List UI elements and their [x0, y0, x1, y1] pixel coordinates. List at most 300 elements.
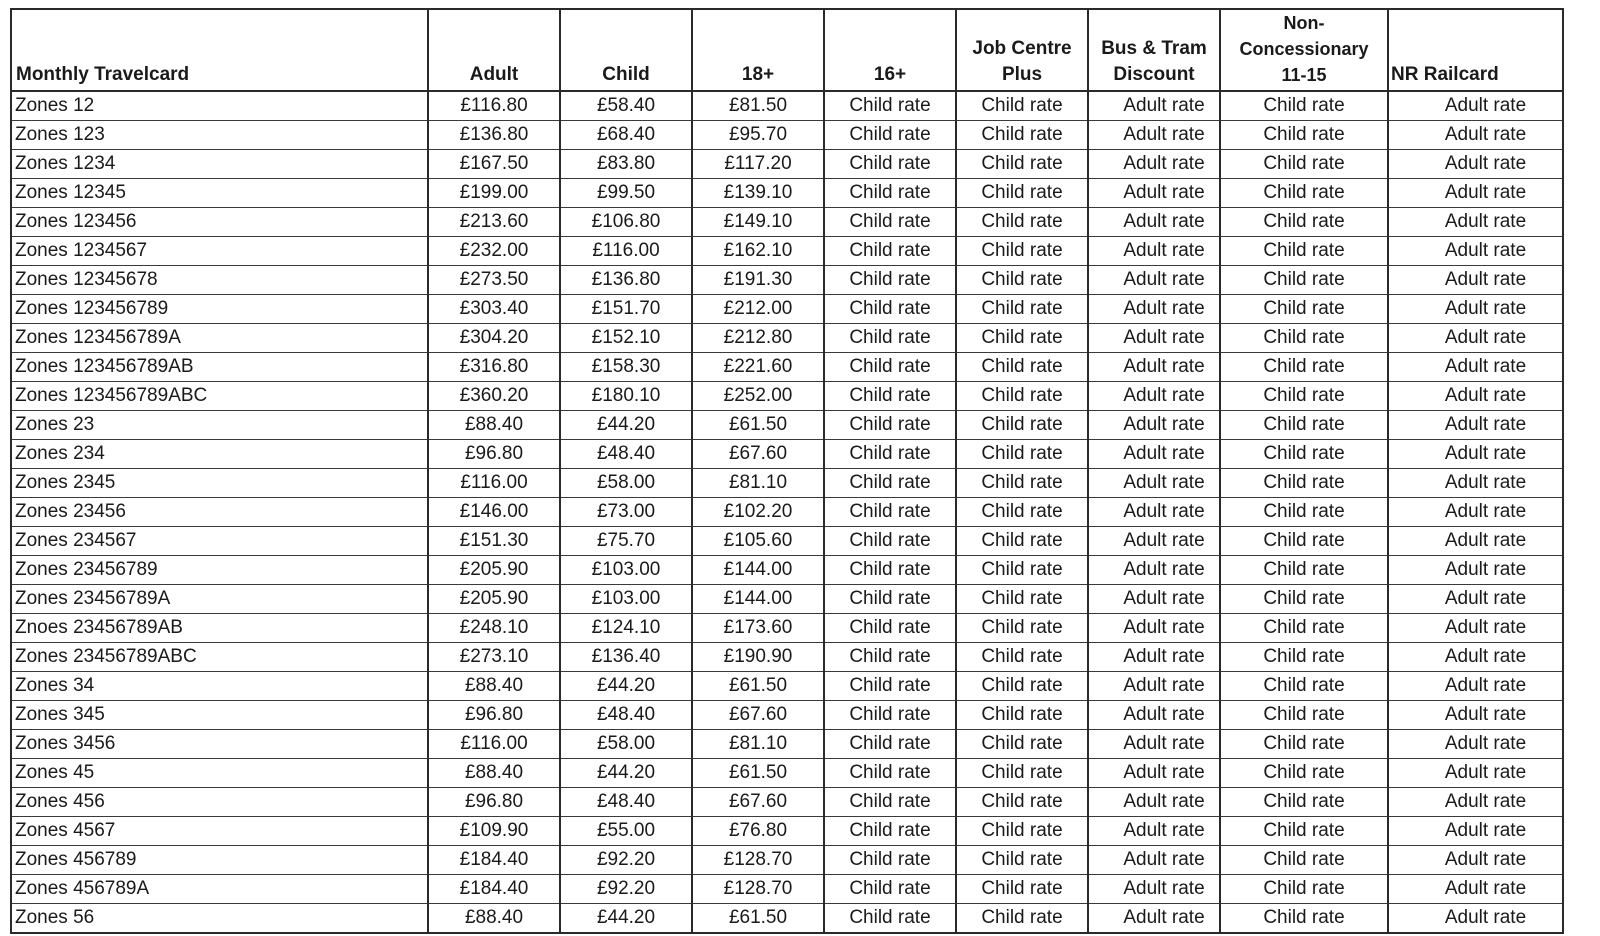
age-16-plus-cell: Child rate: [824, 353, 956, 382]
non-concessionary-cell: Child rate: [1220, 846, 1388, 875]
nr-railcard-cell: Adult rate: [1388, 411, 1562, 440]
zone-name-cell: Zones 345: [12, 701, 428, 730]
table-row: [12, 179, 1562, 208]
age-16-plus-cell: Child rate: [824, 382, 956, 411]
job-centre-plus-cell: Child rate: [956, 324, 1088, 353]
column-header-nr-railcard: NR Railcard: [1388, 10, 1562, 91]
adult-price-cell: £88.40: [428, 411, 560, 440]
bus-tram-discount-cell: Adult rate: [1088, 556, 1220, 585]
job-centre-plus-cell: Child rate: [956, 556, 1088, 585]
nr-railcard-cell: Adult rate: [1388, 614, 1562, 643]
table-row: [12, 730, 1562, 759]
bus-tram-discount-cell: Adult rate: [1088, 498, 1220, 527]
table-row: [12, 324, 1562, 353]
age-16-plus-cell: Child rate: [824, 817, 956, 846]
non-concessionary-header-line-2: Concessionary: [1239, 39, 1369, 59]
zone-name-cell: Zones 2345: [12, 469, 428, 498]
nr-railcard-cell: Adult rate: [1388, 585, 1562, 614]
nr-railcard-cell: Adult rate: [1388, 788, 1562, 817]
job-centre-plus-cell: Child rate: [956, 846, 1088, 875]
nr-railcard-cell: Adult rate: [1388, 672, 1562, 701]
child-price-cell: £75.70: [560, 527, 692, 556]
child-price-cell: £58.40: [560, 91, 692, 121]
zone-name-cell: Zones 1234: [12, 150, 428, 179]
age-18-plus-price-cell: £67.60: [692, 788, 824, 817]
child-price-cell: £48.40: [560, 440, 692, 469]
job-centre-plus-cell: Child rate: [956, 440, 1088, 469]
adult-price-cell: £184.40: [428, 846, 560, 875]
age-18-plus-price-cell: £67.60: [692, 440, 824, 469]
table-row: [12, 266, 1562, 295]
zone-name-cell: Zones 3456: [12, 730, 428, 759]
table-row: [12, 150, 1562, 179]
nr-railcard-cell: Adult rate: [1388, 150, 1562, 179]
job-centre-plus-cell: Child rate: [956, 759, 1088, 788]
child-price-cell: £124.10: [560, 614, 692, 643]
age-18-plus-price-cell: £61.50: [692, 759, 824, 788]
age-16-plus-cell: Child rate: [824, 875, 956, 904]
bus-tram-discount-cell: Adult rate: [1088, 469, 1220, 498]
zone-name-cell: Zones 456789: [12, 846, 428, 875]
age-16-plus-cell: Child rate: [824, 440, 956, 469]
zone-name-cell: Zones 123456789ABC: [12, 382, 428, 411]
age-16-plus-cell: Child rate: [824, 498, 956, 527]
adult-price-cell: £116.80: [428, 91, 560, 121]
nr-railcard-cell: Adult rate: [1388, 759, 1562, 788]
zone-name-cell: Zones 456789A: [12, 875, 428, 904]
adult-price-cell: £167.50: [428, 150, 560, 179]
non-concessionary-cell: Child rate: [1220, 469, 1388, 498]
job-centre-plus-cell: Child rate: [956, 701, 1088, 730]
table-row: [12, 469, 1562, 498]
non-concessionary-cell: Child rate: [1220, 585, 1388, 614]
zone-name-cell: Zones 23456789A: [12, 585, 428, 614]
age-16-plus-cell: Child rate: [824, 91, 956, 121]
non-concessionary-cell: Child rate: [1220, 672, 1388, 701]
adult-price-cell: £136.80: [428, 121, 560, 150]
column-header-bus-tram-discount: [1088, 10, 1220, 91]
job-centre-header-line-2: Plus: [1001, 64, 1043, 85]
bus-tram-discount-cell: Adult rate: [1088, 440, 1220, 469]
non-concessionary-cell: Child rate: [1220, 817, 1388, 846]
adult-price-cell: £213.60: [428, 208, 560, 237]
child-price-cell: £180.10: [560, 382, 692, 411]
table-row: [12, 614, 1562, 643]
age-16-plus-cell: Child rate: [824, 324, 956, 353]
table-row: [12, 91, 1562, 121]
bus-tram-discount-cell: Adult rate: [1088, 121, 1220, 150]
zone-name-cell: Zones 23456789ABC: [12, 643, 428, 672]
adult-price-cell: £232.00: [428, 237, 560, 266]
child-price-cell: £44.20: [560, 411, 692, 440]
zone-name-cell: Zones 123456789A: [12, 324, 428, 353]
bus-tram-discount-cell: Adult rate: [1088, 643, 1220, 672]
bus-tram-header-line-1: Bus & Tram: [1101, 38, 1207, 59]
zone-name-cell: Zones 234: [12, 440, 428, 469]
zone-name-cell: Zones 123456: [12, 208, 428, 237]
non-concessionary-cell: Child rate: [1220, 614, 1388, 643]
zone-name-cell: Zones 12: [12, 91, 428, 121]
zone-name-cell: Zones 34: [12, 672, 428, 701]
non-concessionary-cell: Child rate: [1220, 266, 1388, 295]
age-18-plus-price-cell: £173.60: [692, 614, 824, 643]
non-concessionary-cell: Child rate: [1220, 498, 1388, 527]
age-16-plus-cell: Child rate: [824, 411, 956, 440]
child-price-cell: £158.30: [560, 353, 692, 382]
zone-name-cell: Zones 12345: [12, 179, 428, 208]
non-concessionary-header-line-1: Non-: [1283, 13, 1325, 33]
non-concessionary-cell: Child rate: [1220, 440, 1388, 469]
job-centre-plus-cell: Child rate: [956, 875, 1088, 904]
child-price-cell: £58.00: [560, 469, 692, 498]
adult-price-cell: £316.80: [428, 353, 560, 382]
bus-tram-discount-cell: Adult rate: [1088, 411, 1220, 440]
child-price-cell: £116.00: [560, 237, 692, 266]
age-18-plus-price-cell: £221.60: [692, 353, 824, 382]
nr-railcard-cell: Adult rate: [1388, 527, 1562, 556]
child-price-cell: £152.10: [560, 324, 692, 353]
adult-price-cell: £146.00: [428, 498, 560, 527]
non-concessionary-cell: Child rate: [1220, 295, 1388, 324]
job-centre-plus-cell: Child rate: [956, 382, 1088, 411]
bus-tram-discount-cell: Adult rate: [1088, 266, 1220, 295]
non-concessionary-cell: Child rate: [1220, 643, 1388, 672]
age-16-plus-cell: Child rate: [824, 266, 956, 295]
adult-price-cell: £151.30: [428, 527, 560, 556]
non-concessionary-cell: Child rate: [1220, 353, 1388, 382]
table-row: [12, 817, 1562, 846]
age-16-plus-cell: Child rate: [824, 237, 956, 266]
age-18-plus-price-cell: £117.20: [692, 150, 824, 179]
zone-name-cell: Zones 1234567: [12, 237, 428, 266]
age-16-plus-cell: Child rate: [824, 527, 956, 556]
job-centre-plus-cell: Child rate: [956, 150, 1088, 179]
bus-tram-discount-cell: Adult rate: [1088, 179, 1220, 208]
nr-railcard-cell: Adult rate: [1388, 179, 1562, 208]
age-16-plus-cell: Child rate: [824, 904, 956, 933]
nr-railcard-cell: Adult rate: [1388, 353, 1562, 382]
table-row: [12, 875, 1562, 904]
table-row: [12, 527, 1562, 556]
nr-railcard-cell: Adult rate: [1388, 324, 1562, 353]
non-concessionary-cell: Child rate: [1220, 730, 1388, 759]
job-centre-plus-cell: Child rate: [956, 121, 1088, 150]
nr-railcard-cell: Adult rate: [1388, 498, 1562, 527]
job-centre-plus-cell: Child rate: [956, 672, 1088, 701]
nr-railcard-cell: Adult rate: [1388, 875, 1562, 904]
age-18-plus-price-cell: £81.50: [692, 91, 824, 121]
child-price-cell: £44.20: [560, 759, 692, 788]
job-centre-plus-cell: Child rate: [956, 411, 1088, 440]
table-row: [12, 237, 1562, 266]
job-centre-plus-cell: Child rate: [956, 730, 1088, 759]
child-price-cell: £136.80: [560, 266, 692, 295]
bus-tram-discount-cell: Adult rate: [1088, 237, 1220, 266]
header-row: [12, 10, 1562, 91]
adult-price-cell: £96.80: [428, 701, 560, 730]
bus-tram-discount-cell: Adult rate: [1088, 904, 1220, 933]
non-concessionary-cell: Child rate: [1220, 527, 1388, 556]
child-price-cell: £44.20: [560, 904, 692, 933]
table-row: [12, 411, 1562, 440]
adult-price-cell: £273.10: [428, 643, 560, 672]
age-16-plus-cell: Child rate: [824, 788, 956, 817]
bus-tram-discount-cell: Adult rate: [1088, 150, 1220, 179]
column-header-child: Child: [560, 10, 692, 91]
table-row: [12, 672, 1562, 701]
child-price-cell: £99.50: [560, 179, 692, 208]
column-header-16-plus: 16+: [824, 10, 956, 91]
child-price-cell: £83.80: [560, 150, 692, 179]
adult-price-cell: £303.40: [428, 295, 560, 324]
zone-name-cell: Zones 4567: [12, 817, 428, 846]
bus-tram-discount-cell: Adult rate: [1088, 759, 1220, 788]
job-centre-plus-cell: Child rate: [956, 469, 1088, 498]
bus-tram-header-line-2: Discount: [1113, 64, 1195, 85]
fare-table-sheet: [10, 8, 1564, 934]
bus-tram-discount-cell: Adult rate: [1088, 846, 1220, 875]
nr-railcard-cell: Adult rate: [1388, 121, 1562, 150]
column-header-monthly-travelcard: Monthly Travelcard: [12, 10, 428, 91]
table-row: [12, 208, 1562, 237]
zone-name-cell: Zones 23456: [12, 498, 428, 527]
age-18-plus-price-cell: £61.50: [692, 904, 824, 933]
adult-price-cell: £248.10: [428, 614, 560, 643]
zone-name-cell: Zones 456: [12, 788, 428, 817]
table-row: [12, 353, 1562, 382]
nr-railcard-cell: Adult rate: [1388, 237, 1562, 266]
age-18-plus-price-cell: £191.30: [692, 266, 824, 295]
bus-tram-discount-cell: Adult rate: [1088, 91, 1220, 121]
job-centre-plus-cell: Child rate: [956, 904, 1088, 933]
job-centre-plus-cell: Child rate: [956, 817, 1088, 846]
nr-railcard-cell: Adult rate: [1444, 907, 1527, 928]
non-concessionary-cell: Child rate: [1220, 179, 1388, 208]
adult-price-cell: £273.50: [428, 266, 560, 295]
non-concessionary-cell: Child rate: [1220, 701, 1388, 730]
bus-tram-discount-cell: Adult rate: [1088, 295, 1220, 324]
age-16-plus-cell: Child rate: [824, 643, 956, 672]
age-18-plus-price-cell: £95.70: [692, 121, 824, 150]
age-16-plus-cell: Child rate: [824, 759, 956, 788]
non-concessionary-cell: Child rate: [1220, 237, 1388, 266]
nr-railcard-cell: Adult rate: [1388, 208, 1562, 237]
child-price-cell: £48.40: [560, 701, 692, 730]
nr-railcard-cell: Adult rate: [1388, 382, 1562, 411]
adult-price-cell: £88.40: [428, 759, 560, 788]
non-concessionary-cell: Child rate: [1220, 150, 1388, 179]
child-price-cell: £48.40: [560, 788, 692, 817]
column-header-non-concessionary: [1220, 10, 1388, 91]
bus-tram-discount-cell: Adult rate: [1088, 324, 1220, 353]
job-centre-plus-cell: Child rate: [956, 237, 1088, 266]
age-18-plus-price-cell: £128.70: [692, 846, 824, 875]
column-header-adult: Adult: [428, 10, 560, 91]
non-concessionary-cell: Child rate: [1220, 208, 1388, 237]
age-18-plus-price-cell: £144.00: [692, 585, 824, 614]
zone-name-cell: Znoes 23456789AB: [12, 614, 428, 643]
non-concessionary-cell: Child rate: [1220, 759, 1388, 788]
adult-price-cell: £360.20: [428, 382, 560, 411]
zone-name-cell: Zones 123456789AB: [12, 353, 428, 382]
age-18-plus-price-cell: £144.00: [692, 556, 824, 585]
age-18-plus-price-cell: £212.80: [692, 324, 824, 353]
child-price-cell: £103.00: [560, 556, 692, 585]
job-centre-plus-cell: Child rate: [956, 295, 1088, 324]
non-concessionary-cell: Child rate: [1220, 91, 1388, 121]
age-18-plus-price-cell: £81.10: [692, 730, 824, 759]
table-row: [12, 759, 1562, 788]
job-centre-plus-cell: Child rate: [956, 788, 1088, 817]
table-row: [12, 701, 1562, 730]
age-16-plus-cell: Child rate: [824, 295, 956, 324]
child-price-cell: £92.20: [560, 846, 692, 875]
non-concessionary-cell: Child rate: [1220, 411, 1388, 440]
non-concessionary-cell: Child rate: [1220, 788, 1388, 817]
job-centre-plus-cell: Child rate: [956, 179, 1088, 208]
age-18-plus-price-cell: £190.90: [692, 643, 824, 672]
child-price-cell: £68.40: [560, 121, 692, 150]
bus-tram-discount-cell: Adult rate: [1088, 672, 1220, 701]
age-16-plus-cell: Child rate: [824, 150, 956, 179]
table-row: [12, 556, 1562, 585]
zone-name-cell: Zones 56: [12, 904, 428, 933]
child-price-cell: £92.20: [560, 875, 692, 904]
non-concessionary-cell: Child rate: [1220, 875, 1388, 904]
fare-table-body: [12, 91, 1562, 932]
table-row: [12, 121, 1562, 150]
age-18-plus-price-cell: £102.20: [692, 498, 824, 527]
age-18-plus-price-cell: £149.10: [692, 208, 824, 237]
non-concessionary-cell: Child rate: [1220, 324, 1388, 353]
job-centre-plus-cell: Child rate: [956, 527, 1088, 556]
nr-railcard-cell: Adult rate: [1388, 440, 1562, 469]
adult-price-cell: £304.20: [428, 324, 560, 353]
adult-price-cell: £88.40: [428, 904, 560, 933]
zone-name-cell: Zones 123: [12, 121, 428, 150]
child-price-cell: £106.80: [560, 208, 692, 237]
child-price-cell: £55.00: [560, 817, 692, 846]
non-concessionary-cell: Child rate: [1220, 904, 1388, 933]
age-16-plus-cell: Child rate: [824, 179, 956, 208]
adult-price-cell: £184.40: [428, 875, 560, 904]
job-centre-plus-cell: Child rate: [956, 208, 1088, 237]
adult-price-cell: £96.80: [428, 788, 560, 817]
age-16-plus-cell: Child rate: [824, 469, 956, 498]
bus-tram-discount-cell: Adult rate: [1088, 788, 1220, 817]
age-16-plus-cell: Child rate: [824, 121, 956, 150]
zone-name-cell: Zones 23: [12, 411, 428, 440]
age-16-plus-cell: Child rate: [824, 730, 956, 759]
bus-tram-discount-cell: Adult rate: [1088, 614, 1220, 643]
zone-name-cell: Zones 23456789: [12, 556, 428, 585]
age-18-plus-price-cell: £162.10: [692, 237, 824, 266]
non-concessionary-cell: Child rate: [1220, 382, 1388, 411]
nr-railcard-cell: Adult rate: [1388, 266, 1562, 295]
non-concessionary-header-line-3: 11-15: [1281, 65, 1327, 85]
job-centre-plus-cell: Child rate: [956, 91, 1088, 121]
zone-name-cell: Zones 123456789: [12, 295, 428, 324]
age-18-plus-price-cell: £128.70: [692, 875, 824, 904]
nr-railcard-cell: Adult rate: [1388, 469, 1562, 498]
table-row: [12, 585, 1562, 614]
age-18-plus-price-cell: £212.00: [692, 295, 824, 324]
job-centre-plus-cell: Child rate: [956, 498, 1088, 527]
nr-railcard-cell: Adult rate: [1388, 817, 1562, 846]
bus-tram-discount-cell: Adult rate: [1088, 353, 1220, 382]
job-centre-plus-cell: Child rate: [956, 585, 1088, 614]
table-row: [12, 295, 1562, 324]
table-row: [12, 440, 1562, 469]
non-concessionary-cell: Child rate: [1220, 556, 1388, 585]
job-centre-header-line-1: Job Centre: [972, 38, 1072, 59]
nr-railcard-cell: Adult rate: [1388, 295, 1562, 324]
age-18-plus-price-cell: £76.80: [692, 817, 824, 846]
age-16-plus-cell: Child rate: [824, 614, 956, 643]
column-header-18-plus: 18+: [692, 10, 824, 91]
bus-tram-discount-cell: Adult rate: [1088, 875, 1220, 904]
age-18-plus-price-cell: £139.10: [692, 179, 824, 208]
adult-price-cell: £205.90: [428, 556, 560, 585]
age-18-plus-price-cell: £67.60: [692, 701, 824, 730]
age-16-plus-cell: Child rate: [824, 701, 956, 730]
column-header-job-centre-plus: [956, 10, 1088, 91]
adult-price-cell: £199.00: [428, 179, 560, 208]
non-concessionary-cell: Child rate: [1220, 121, 1388, 150]
child-price-cell: £44.20: [560, 672, 692, 701]
nr-railcard-cell: Adult rate: [1388, 846, 1562, 875]
zone-name-cell: Zones 12345678: [12, 266, 428, 295]
child-price-cell: £136.40: [560, 643, 692, 672]
nr-railcard-cell: Adult rate: [1388, 701, 1562, 730]
age-16-plus-cell: Child rate: [824, 208, 956, 237]
bus-tram-discount-cell: Adult rate: [1088, 701, 1220, 730]
job-centre-plus-cell: Child rate: [956, 266, 1088, 295]
zone-name-cell: Zones 45: [12, 759, 428, 788]
bus-tram-discount-cell: Adult rate: [1088, 730, 1220, 759]
age-18-plus-price-cell: £252.00: [692, 382, 824, 411]
adult-price-cell: £205.90: [428, 585, 560, 614]
age-16-plus-cell: Child rate: [824, 585, 956, 614]
table-row: [12, 382, 1562, 411]
bus-tram-discount-cell: Adult rate: [1088, 527, 1220, 556]
table-row: [12, 788, 1562, 817]
table-row: [12, 643, 1562, 672]
job-centre-plus-cell: Child rate: [956, 643, 1088, 672]
age-18-plus-price-cell: £61.50: [692, 672, 824, 701]
job-centre-plus-cell: Child rate: [956, 353, 1088, 382]
child-price-cell: £103.00: [560, 585, 692, 614]
bus-tram-discount-cell: Adult rate: [1088, 585, 1220, 614]
nr-railcard-cell: Adult rate: [1388, 556, 1562, 585]
adult-price-cell: £109.90: [428, 817, 560, 846]
child-price-cell: £58.00: [560, 730, 692, 759]
bus-tram-discount-cell: Adult rate: [1088, 382, 1220, 411]
age-18-plus-price-cell: £61.50: [692, 411, 824, 440]
job-centre-plus-cell: Child rate: [956, 614, 1088, 643]
age-18-plus-price-cell: £81.10: [692, 469, 824, 498]
adult-price-cell: £96.80: [428, 440, 560, 469]
monthly-travelcard-fare-table: [12, 10, 1562, 932]
child-price-cell: £73.00: [560, 498, 692, 527]
adult-price-cell: £116.00: [428, 469, 560, 498]
nr-railcard-cell: Adult rate: [1388, 91, 1562, 121]
age-16-plus-cell: Child rate: [824, 846, 956, 875]
zone-name-cell: Zones 234567: [12, 527, 428, 556]
age-18-plus-price-cell: £105.60: [692, 527, 824, 556]
table-row: [12, 498, 1562, 527]
age-16-plus-cell: Child rate: [824, 556, 956, 585]
